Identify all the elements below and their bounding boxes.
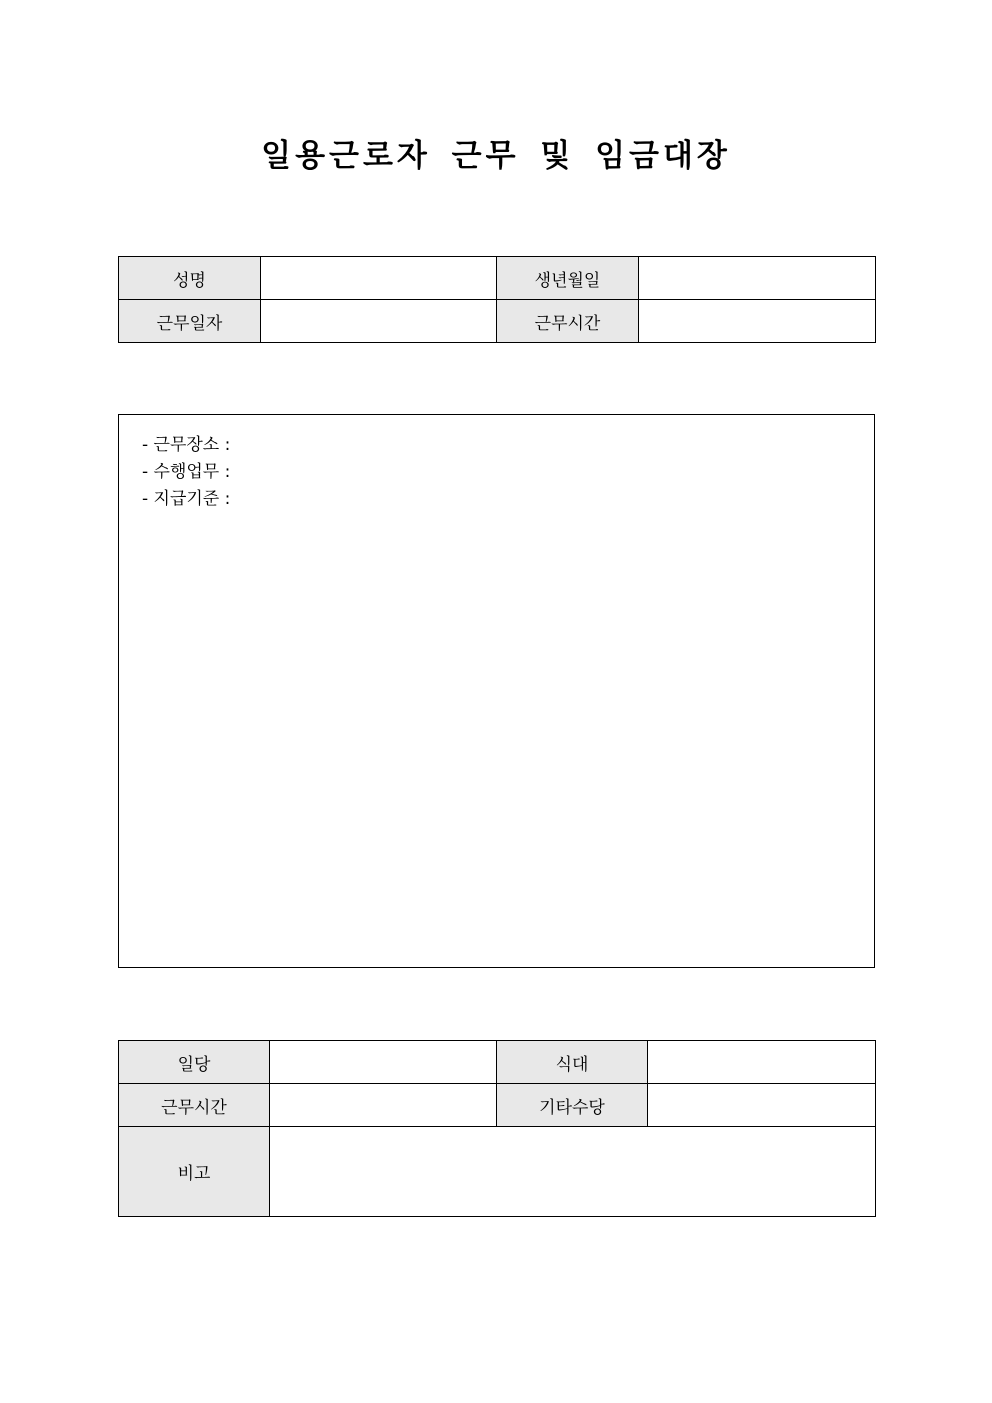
table-row (119, 1127, 876, 1217)
other-allowance-field[interactable] (648, 1084, 876, 1127)
worker-info-table (118, 256, 876, 343)
work-time-field[interactable] (639, 300, 876, 343)
work-place-line: - 근무장소 : (142, 435, 231, 455)
work-hours-field[interactable] (270, 1084, 497, 1127)
table-row (119, 1041, 876, 1084)
work-hours-label: 근무시간 (119, 1084, 270, 1127)
work-details-box[interactable] (118, 414, 875, 968)
meal-allowance-label: 식대 (497, 1041, 648, 1084)
meal-allowance-field[interactable] (648, 1041, 876, 1084)
table-row (119, 300, 876, 343)
daily-wage-label: 일당 (119, 1041, 270, 1084)
name-label: 성명 (119, 257, 261, 300)
pay-table (118, 1040, 876, 1217)
table-row (119, 257, 876, 300)
work-date-field[interactable] (261, 300, 497, 343)
daily-wage-field[interactable] (270, 1041, 497, 1084)
table-row (119, 1084, 876, 1127)
remarks-label: 비고 (119, 1127, 270, 1217)
other-allowance-label: 기타수당 (497, 1084, 648, 1127)
page-title: 일용근로자 근무 및 임금대장 (261, 138, 731, 174)
name-field[interactable] (261, 257, 497, 300)
remarks-field[interactable] (270, 1127, 876, 1217)
birth-date-field[interactable] (639, 257, 876, 300)
pay-basis-line: - 지급기준 : (142, 489, 231, 509)
task-line: - 수행업무 : (142, 462, 231, 482)
birth-date-label: 생년월일 (497, 257, 639, 300)
work-date-label: 근무일자 (119, 300, 261, 343)
work-time-label: 근무시간 (497, 300, 639, 343)
